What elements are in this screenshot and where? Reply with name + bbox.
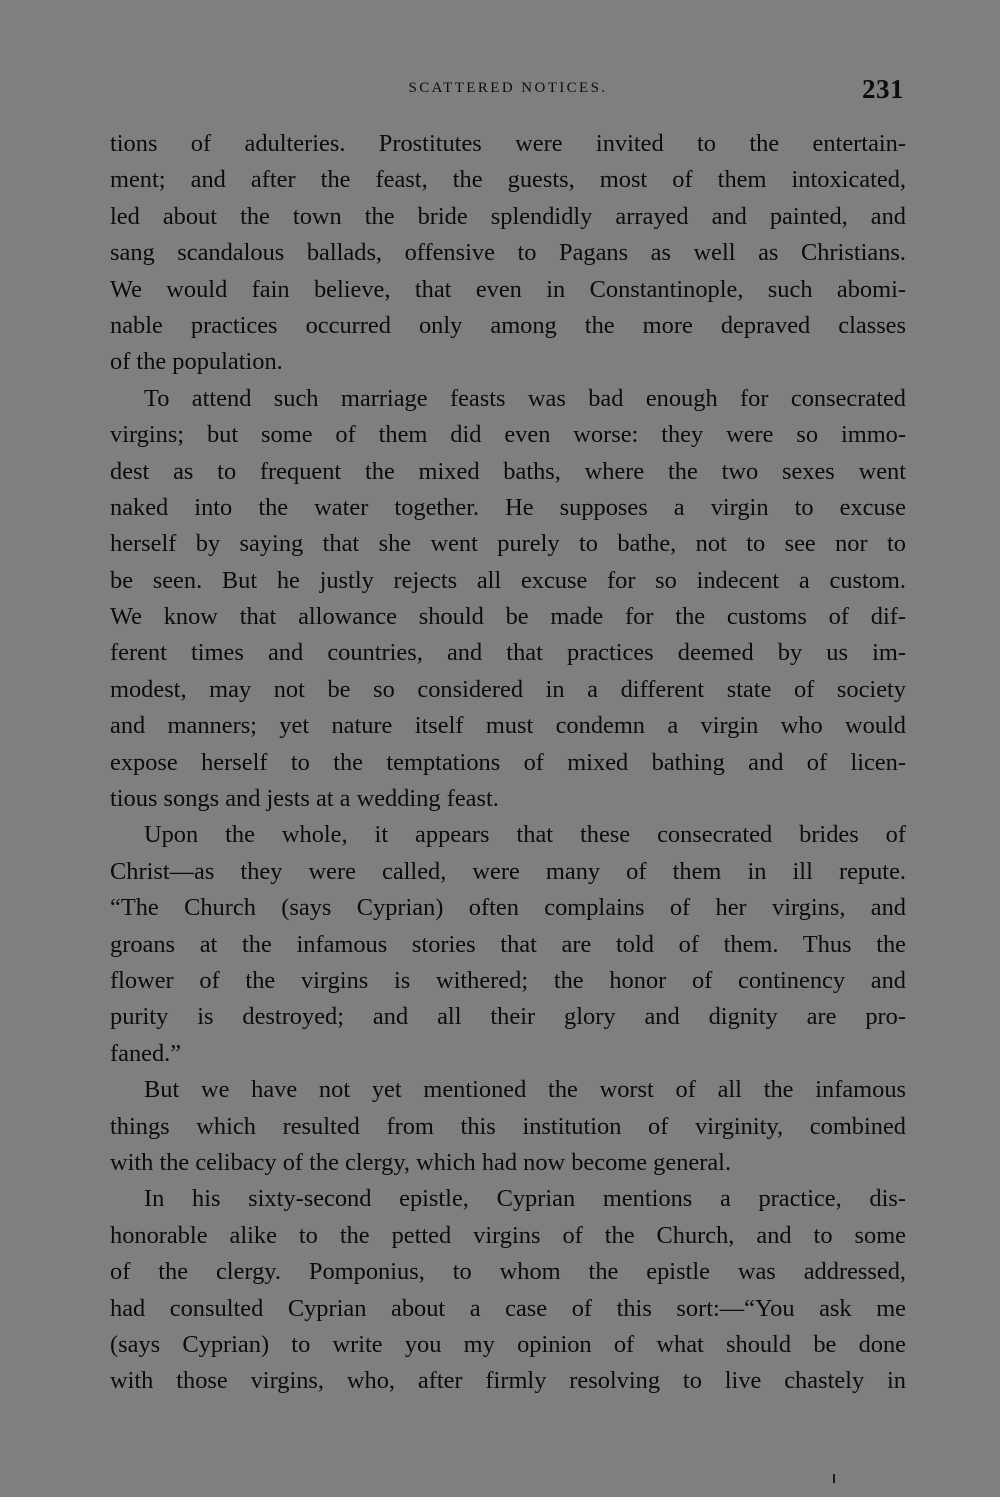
text-line: led about the town the bride splendidly arrayed and painted, and [110,202,906,230]
text-line: To attend such marriage feasts was bad enough for consecrated [144,384,906,412]
text-line: “The Church (says Cyprian) often complains of her virgins, and [110,894,906,922]
text-line: virgins; but some of them did even worse: they were so immo- [110,421,906,449]
text-line: things which resulted from this institution of virginity, combined [110,1112,906,1140]
text-line: of the clergy. Pomponius, to whom the epistle was addressed, [110,1258,906,1286]
text-line: Christ—as they were called, were many of them in ill repute. [110,857,906,885]
text-line: We know that allowance should be made for the customs of dif- [110,603,906,631]
running-title: SCATTERED NOTICES. [408,80,608,96]
text-line: of the population. [110,348,283,376]
text-line: sang scandalous ballads, offensive to Pagans as well as Christians. [110,239,906,267]
text-line: faned.” [110,1039,182,1067]
text-line: with those virgins, who, after firmly resolving to live chastely in [110,1367,906,1395]
text-line: tions of adulteries. Prostitutes were invited to the entertain- [110,130,906,157]
text-line: with the celibacy of the clergy, which had now become general. [110,1148,732,1176]
text-line: tious songs and jests at a wedding feast. [110,785,499,813]
text-line: We would fain believe, that even in Constantinople, such abomi- [110,275,906,303]
text-line: herself by saying that she went purely to bathe, not to see nor to [110,530,906,558]
text-line: (says Cyprian) to write you my opinion of what should be done [110,1330,906,1358]
text-line: In his sixty-second epistle, Cyprian mentions a practice, dis- [144,1185,906,1213]
scan-speck [833,1474,835,1483]
page-number: 231 [862,74,904,104]
text-line: nable practices occurred only among the more depraved classes [110,311,906,339]
body-text [110,126,906,1400]
text-line: ferent times and countries, and that practices deemed by us im- [110,639,906,667]
text-line: naked into the water together. He supposes a virgin to excuse [110,493,906,521]
text-line: expose herself to the temptations of mixed bathing and of licen- [110,748,906,776]
text-line: honorable alike to the petted virgins of the Church, and to some [110,1221,906,1249]
text-line: and manners; yet nature itself must condemn a virgin who would [110,712,906,740]
text-line: modest, may not be so considered in a different state of society [110,675,906,703]
text-line: be seen. But he justly rejects all excuse for so indecent a custom. [110,566,906,594]
running-head [110,74,906,108]
text-line: groans at the infamous stories that are told of them. Thus the [110,930,906,958]
text-line: ment; and after the feast, the guests, most of them intoxicated, [110,166,906,194]
text-line: But we have not yet mentioned the worst of all the infamous [144,1076,906,1104]
text-line: flower of the virgins is withered; the honor of continency and [110,966,906,994]
text-line: had consulted Cyprian about a case of this sort:—“You ask me [110,1294,906,1322]
text-line: dest as to frequent the mixed baths, where the two sexes went [110,457,906,485]
text-line: Upon the whole, it appears that these consecrated brides of [144,821,906,849]
text-line: purity is destroyed; and all their glory and dignity are pro- [110,1003,906,1031]
